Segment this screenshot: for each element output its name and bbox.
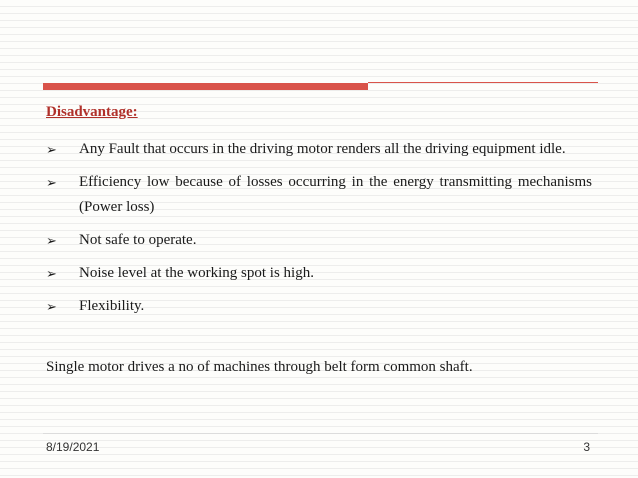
footer-divider [43, 433, 598, 434]
bullet-text: Any Fault that occurs in the driving motor renders all the driving equipment idle. [79, 141, 566, 157]
bullet-item [46, 294, 592, 319]
footer-date: 8/19/2021 [46, 440, 100, 454]
arrow-bullet-icon: ➢ [46, 142, 57, 157]
arrow-bullet-icon: ➢ [46, 175, 57, 190]
bullet-text: Flexibility. [79, 298, 145, 314]
page-number: 3 [583, 440, 590, 454]
arrow-bullet-icon: ➢ [46, 299, 57, 314]
bullet-text: Efficiency low because of losses occurring in the energy transmitting mechanisms (Power loss) [79, 174, 592, 215]
arrow-bullet-icon: ➢ [46, 266, 57, 281]
title-accent-bar [43, 83, 368, 90]
arrow-bullet-icon: ➢ [46, 233, 57, 248]
bullet-text: Not safe to operate. [79, 232, 197, 248]
bullet-text: Noise level at the working spot is high. [79, 265, 314, 281]
bullet-item [46, 170, 592, 220]
section-heading: Disadvantage: [46, 104, 138, 120]
title-accent-line [368, 82, 598, 83]
bullet-item [46, 228, 592, 253]
closing-statement: Single motor drives a no of machines through belt form common shaft. [46, 359, 473, 375]
bullet-list [46, 137, 592, 327]
bullet-item [46, 137, 592, 162]
bullet-item [46, 261, 592, 286]
